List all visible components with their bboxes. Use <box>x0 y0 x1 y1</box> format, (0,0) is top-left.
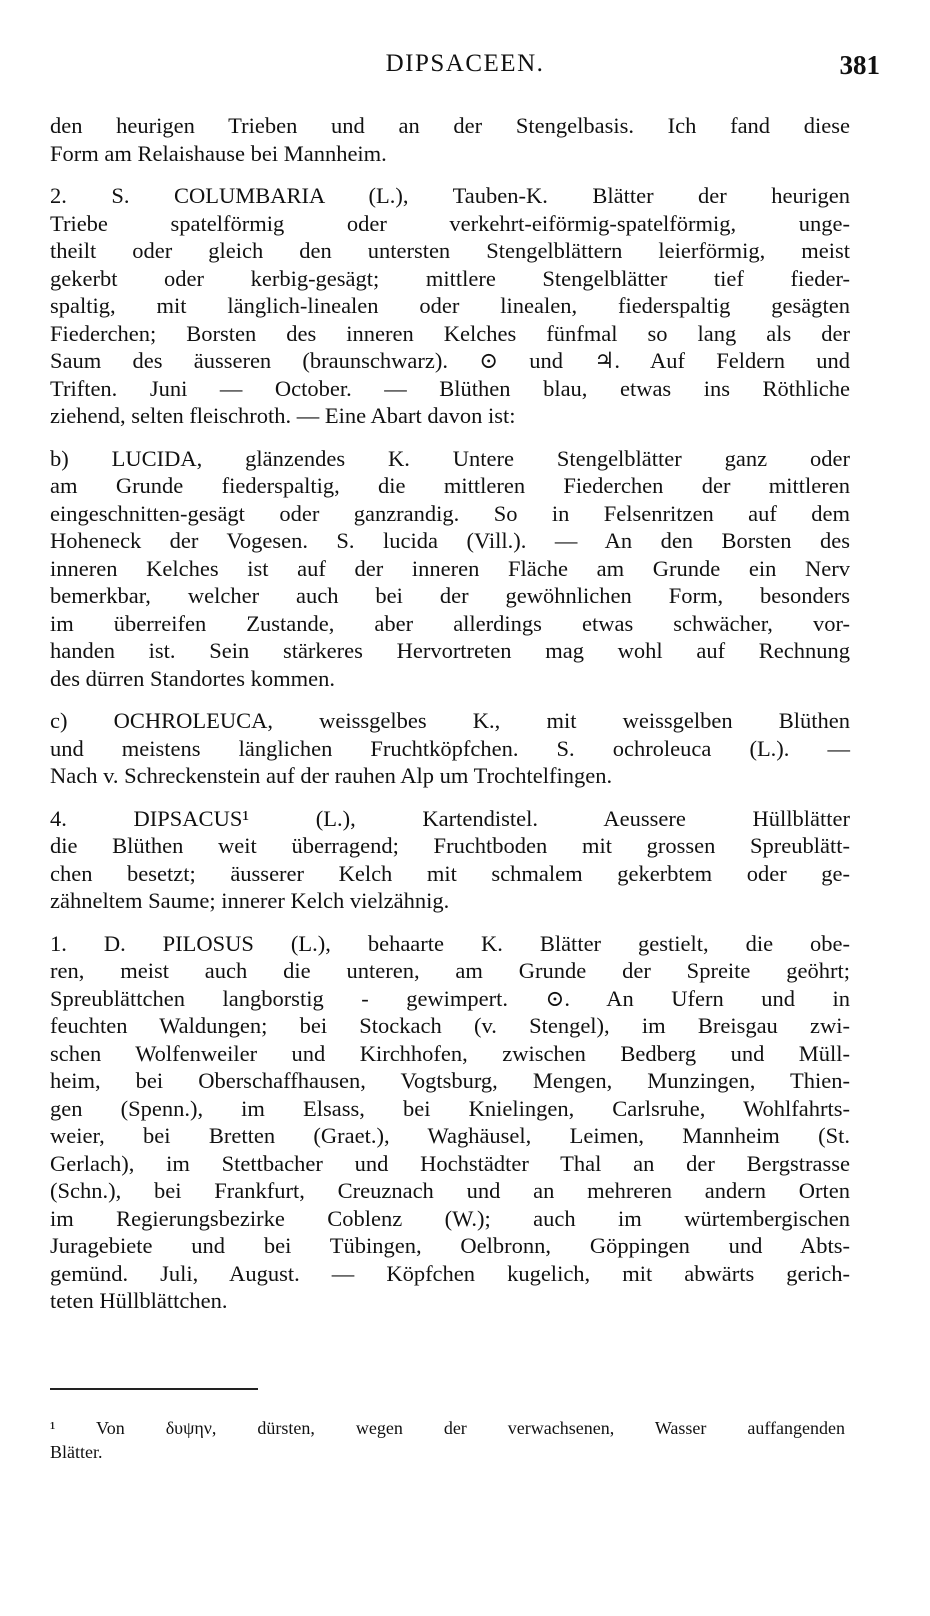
text-line: Triebe spatelförmig oder verkehrt-eiförmig-spatelförmig, unge- <box>50 210 850 236</box>
text-line: am Grunde fiederspaltig, die mittleren Fiederchen der mittleren <box>50 473 850 498</box>
footnote <box>50 1416 845 1464</box>
paragraph <box>50 112 850 167</box>
page-header <box>50 50 880 86</box>
text-line: 1. D. PILOSUS (L.), behaarte K. Blätter gestielt, die obe- <box>50 930 850 956</box>
text-line: eingeschnitten-gesägt oder ganzrandig. So in Felsenritzen auf dem <box>50 500 850 526</box>
text-line: handen ist. Sein stärkeres Hervortreten mag wohl auf Rechnung <box>50 638 850 663</box>
text-line: ren, meist auch die unteren, am Grunde der Spreite geöhrt; <box>50 958 850 983</box>
body-text <box>50 112 850 1315</box>
text-line: theilt oder gleich den untersten Stengelblättern leierförmig, meist <box>50 238 850 263</box>
text-line: den heurigen Trieben und an der Stengelbasis. Ich fand diese <box>50 113 850 138</box>
text-line: 4. DIPSACUS¹ (L.), Kartendistel. Aeussere Hüllblätter <box>50 805 850 831</box>
text-line: 2. S. COLUMBARIA (L.), Tauben-K. Blätter der heurigen <box>50 183 850 208</box>
text-line: feuchten Waldungen; bei Stockach (v. Stengel), im Breisgau zwi- <box>50 1013 850 1038</box>
paragraph <box>50 707 850 790</box>
text-line: des dürren Standortes kommen. <box>50 665 335 691</box>
text-line: Juragebiete und bei Tübingen, Oelbronn, Göppingen und Abts- <box>50 1233 850 1258</box>
text-line: zähneltem Saume; innerer Kelch vielzähnig. <box>50 888 450 913</box>
text-line: und meistens länglichen Fruchtköpfchen. S. ochroleuca (L.). — <box>50 735 850 761</box>
text-line: c) OCHROLEUCA, weissgelbes K., mit weissgelben Blüthen <box>50 708 850 733</box>
paragraph <box>50 182 850 430</box>
text-line: Spreublättchen langborstig - gewimpert. ⊙. An Ufern und in <box>50 985 850 1011</box>
text-line: im Regierungsbezirke Coblenz (W.); auch im würtembergischen <box>50 1205 850 1231</box>
footnote-line: ¹ Von δυψην, dürsten, wegen der verwachsenen, Wasser auffangenden <box>50 1418 845 1438</box>
text-line: Gerlach), im Stettbacher und Hochstädter Thal an der Bergstrasse <box>50 1150 850 1176</box>
paragraph <box>50 805 850 915</box>
text-line: gen (Spenn.), im Elsass, bei Knielingen, Carlsruhe, Wohlfahrts- <box>50 1095 850 1121</box>
footnote-line: Blätter. <box>50 1442 103 1462</box>
text-line: ziehend, selten fleischroth. — Eine Abart davon ist: <box>50 403 516 428</box>
text-line: Hoheneck der Vogesen. S. lucida (Vill.). — An den Borsten des <box>50 528 850 553</box>
paragraph <box>50 445 850 693</box>
text-line: gemünd. Juli, August. — Köpfchen kugelich, mit abwärts gerich- <box>50 1260 850 1286</box>
text-line: inneren Kelches ist auf der inneren Fläche am Grunde ein Nerv <box>50 555 850 581</box>
text-line: b) LUCIDA, glänzendes K. Untere Stengelblätter ganz oder <box>50 445 850 471</box>
text-line: bemerkbar, welcher auch bei der gewöhnlichen Form, besonders <box>50 583 850 608</box>
page-number: 381 <box>839 50 880 80</box>
text-line: Nach v. Schreckenstein auf der rauhen Alp um Trochtelfingen. <box>50 763 613 788</box>
text-line: chen besetzt; äusserer Kelch mit schmalem gekerbtem oder ge- <box>50 860 850 886</box>
text-line: schen Wolfenweiler und Kirchhofen, zwischen Bedberg und Müll- <box>50 1040 850 1066</box>
text-line: Form am Relaishause bei Mannheim. <box>50 140 387 166</box>
text-line: im überreifen Zustande, aber allerdings etwas schwächer, vor- <box>50 610 850 636</box>
text-line: die Blüthen weit überragend; Fruchtboden mit grossen Spreublätt- <box>50 833 850 858</box>
text-line: teten Hüllblättchen. <box>50 1288 228 1313</box>
text-line: spaltig, mit länglich-linealen oder linealen, fiederspaltig gesägten <box>50 293 850 318</box>
text-line: Triften. Juni — October. — Blüthen blau, etwas ins Röthliche <box>50 375 850 401</box>
footnote-rule <box>50 1388 258 1390</box>
paragraph <box>50 930 850 1315</box>
text-line: (Schn.), bei Frankfurt, Creuznach und an mehreren andern Orten <box>50 1178 850 1203</box>
running-title: DIPSACEEN. <box>385 50 545 77</box>
text-line: gekerbt oder kerbig-gesägt; mittlere Stengelblätter tief fieder- <box>50 265 850 291</box>
text-line: weier, bei Bretten (Graet.), Waghäusel, Leimen, Mannheim (St. <box>50 1123 850 1148</box>
text-line: heim, bei Oberschaffhausen, Vogtsburg, Mengen, Munzingen, Thien- <box>50 1068 850 1093</box>
text-line: Fiederchen; Borsten des inneren Kelches fünfmal so lang als der <box>50 320 850 346</box>
text-line: Saum des äusseren (braunschwarz). ⊙ und ♃. Auf Feldern und <box>50 348 850 373</box>
